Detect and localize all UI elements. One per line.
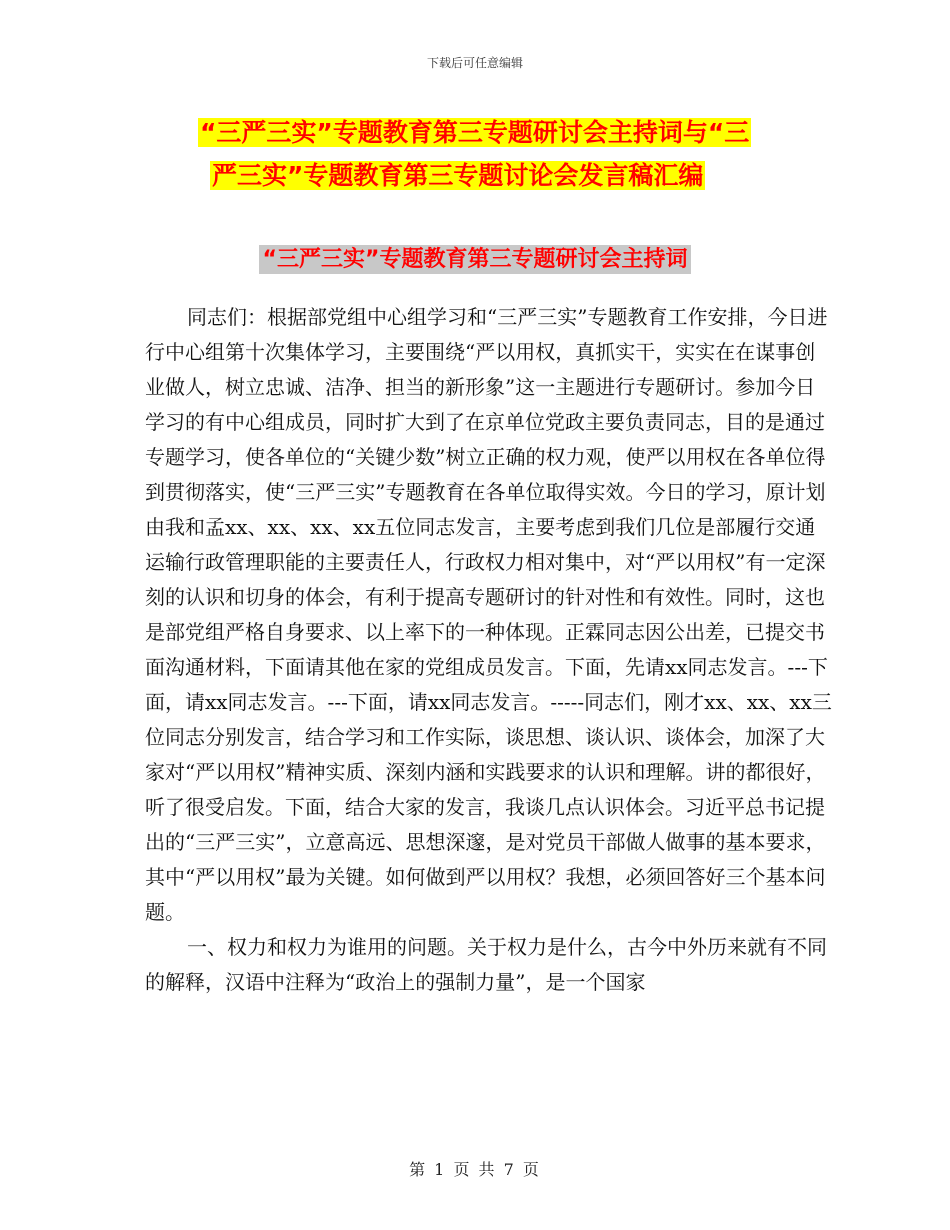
document-title-text-2: 严三实”专题教育第三专题讨论会发言稿汇编	[212, 161, 704, 190]
page-number: 第 1 页 共 7 页	[409, 1160, 541, 1179]
body-paragraph: 一、权力和权力为谁用的问题。关于权力是什么，古今中外历来就有不同的解释，汉语中注释为“政治上的强制力量”，是一个国家	[145, 935, 827, 994]
document-title-text-1: “三严三实”专题教育第三专题研讨会主持词与“三	[200, 118, 750, 147]
document-body	[145, 300, 835, 1000]
document-title-line-1	[198, 115, 818, 150]
section-heading-text: “三严三实”专题教育第三专题研讨会主持词	[259, 245, 692, 274]
document-title-line-2	[210, 158, 830, 193]
section-heading	[0, 242, 950, 273]
header-note: 下载后可任意编辑	[426, 56, 523, 70]
body-paragraph: 同志们：根据部党组中心组学习和“三严三实”专题教育工作安排，今日进行中心组第十次集体学习，主要围绕“严以用权，真抓实干，实实在在谋事创业做人，树立忠诚、洁净、担当的新形象”这一主题进行专题研讨。参加今日学习的有中心组成员，同时扩大到了在京单位党政主要负责同志，目的是通过专题学习，使各单位的“关键少数”树立正确的权力观，使严以用权在各单位得到贯彻落实，使“三严三实”专题教育在各单位取得实效。今日的学习，原计划由我和孟xx、xx、xx、xx五位同志发言，主要考虑到我们几位是部履行交通运输行政管理职能的主要责任人，行政权力相对集中，对“严以用权”有一定深刻的认识和切身的体会，有利于提高专题研讨的针对性和有效性。同时，这也是部党组严格自身要求、以上率下的一种体现。正霖同志因公出差，已提交书面沟通材料，下面请其他在家的党组成员发言。下面，先请xx同志发言。---下面，请xx同志发言。---下面，请xx同志发言。-----同志们，刚才xx、xx、xx三位同志分别发言，结合学习和工作实际，谈思想、谈认识、谈体会，加深了大家对“严以用权”精神实质、深刻内涵和实践要求的认识和理解。讲的都很好，听了很受启发。下面，结合大家的发言，我谈几点认识体会。习近平总书记提出的“三严三实”，立意高远、思想深邃，是对党员干部做人做事的基本要求，其中“严以用权”最为关键。如何做到严以用权？我想，必须回答好三个基本问题。	[145, 305, 832, 924]
